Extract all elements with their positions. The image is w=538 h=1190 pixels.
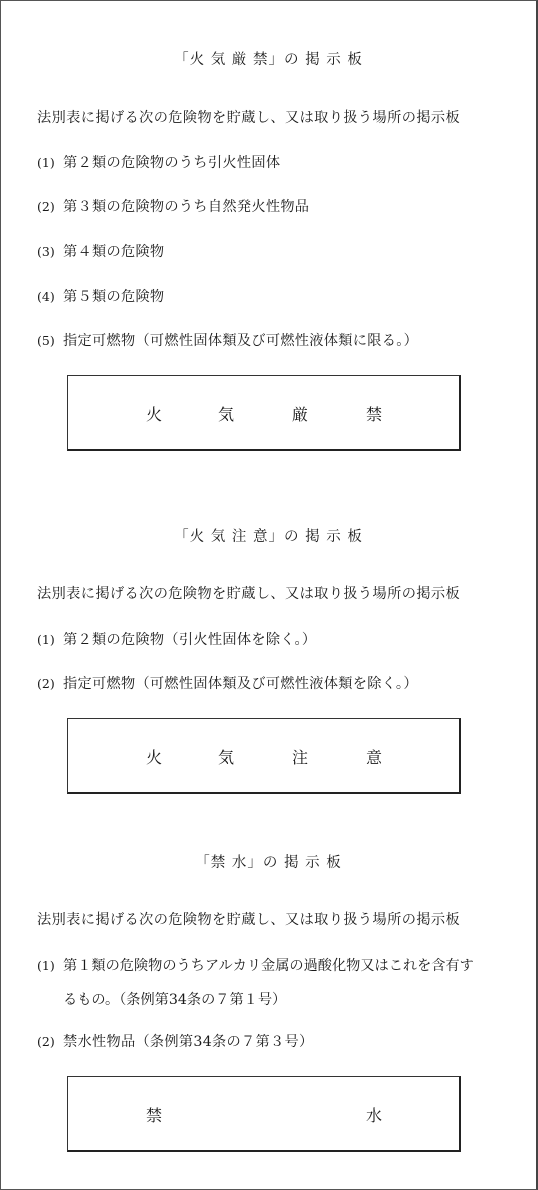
item-text: 第５類の危険物: [63, 289, 165, 305]
section-intro: 法別表に掲げる次の危険物を貯蔵し、又は取り扱う場所の掲示板: [37, 586, 461, 602]
list-item: [37, 629, 316, 649]
list-item: [37, 196, 309, 216]
list-item: [37, 955, 507, 1009]
sign-character: 火: [145, 748, 163, 767]
item-text: 禁水性物品（条例第34条の７第３号）: [63, 1034, 314, 1050]
section-intro: 法別表に掲げる次の危険物を貯蔵し、又は取り扱う場所の掲示板: [37, 110, 461, 126]
item-text-continued: るもの。（条例第34条の７第１号）: [63, 992, 287, 1008]
sign-board-fire-strictly-prohibited: [67, 375, 461, 451]
section-intro: 法別表に掲げる次の危険物を貯蔵し、又は取り扱う場所の掲示板: [37, 912, 461, 928]
item-text: 指定可燃物（可燃性固体類及び可燃性液体類を除く。）: [63, 676, 418, 692]
item-text: 指定可燃物（可燃性固体類及び可燃性液体類に限る。）: [63, 333, 419, 349]
section-heading-fire-strictly-prohibited: 「火 気 厳 禁」の 掲 示 板: [174, 52, 363, 68]
sign-board-water-prohibited: [67, 1076, 461, 1152]
list-item: [37, 1031, 313, 1051]
list-item: [37, 673, 418, 693]
item-number: (2): [37, 676, 55, 691]
sign-character: 意: [365, 748, 383, 767]
item-number: (1): [37, 155, 55, 170]
sign-character: 禁: [365, 405, 383, 424]
item-number: (5): [37, 333, 55, 348]
list-item: [37, 330, 418, 350]
item-number: (3): [37, 244, 55, 259]
section-heading-water-prohibited: 「禁 水」の 掲 示 板: [195, 855, 342, 871]
sign-character: 気: [217, 748, 235, 767]
sign-character: 厳: [291, 405, 309, 424]
item-text: 第１類の危険物のうちアルカリ金属の過酸化物又はこれを含有す: [63, 958, 474, 974]
list-item: [37, 152, 280, 172]
item-text: 第２類の危険物のうち引火性固体: [63, 155, 281, 171]
item-text: 第３類の危険物のうち自然発火性物品: [63, 199, 310, 215]
list-item: [37, 286, 164, 306]
sign-character: 気: [217, 405, 235, 424]
sign-character: 禁: [145, 1106, 163, 1125]
item-number: (2): [37, 1034, 55, 1049]
sign-board-fire-caution: [67, 718, 461, 794]
sign-character: 注: [291, 748, 309, 767]
item-number: (1): [37, 958, 55, 973]
sign-character: 水: [365, 1106, 383, 1125]
sign-character: 火: [145, 405, 163, 424]
item-number: (2): [37, 199, 55, 214]
item-text: 第４類の危険物: [63, 244, 165, 260]
item-text: 第２類の危険物（引火性固体を除く。）: [63, 632, 317, 648]
list-item: [37, 241, 164, 261]
section-heading-fire-caution: 「火 気 注 意」の 掲 示 板: [174, 529, 363, 545]
item-number: (1): [37, 632, 55, 647]
item-number: (4): [37, 289, 55, 304]
